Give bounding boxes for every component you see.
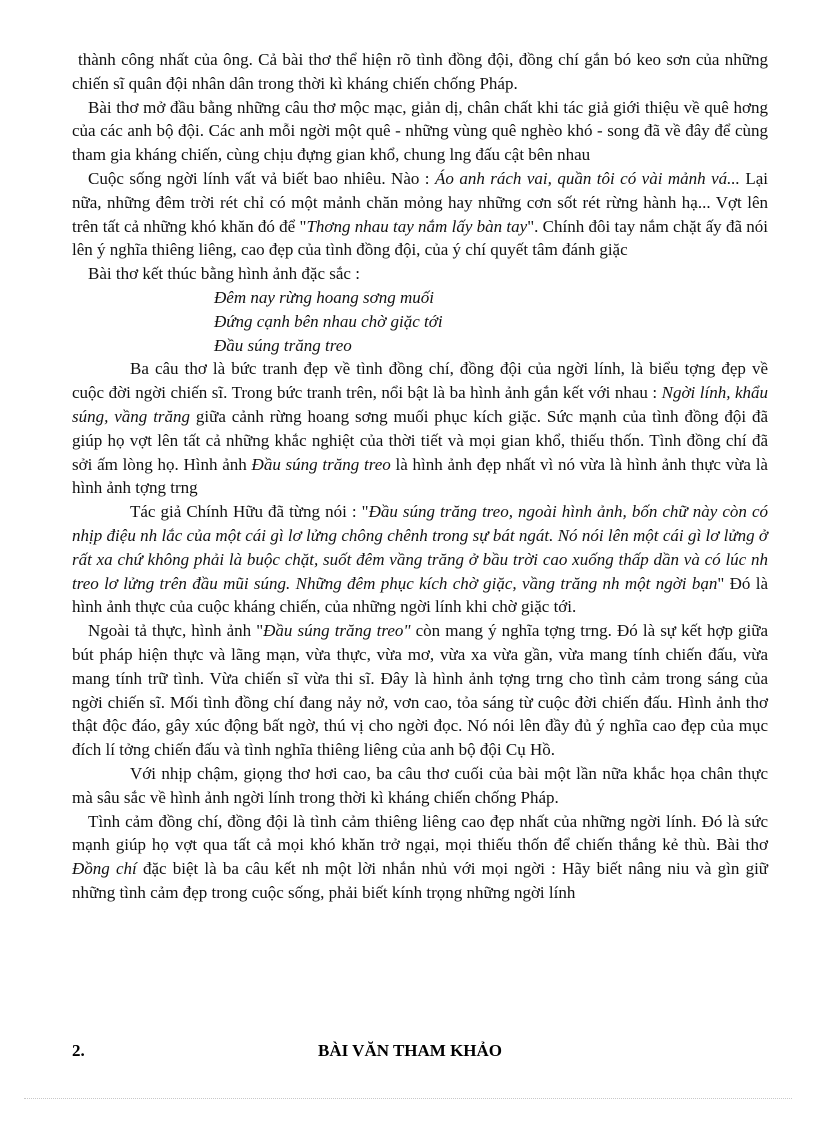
paragraph-9 <box>72 810 768 905</box>
paragraph-7-text-a: Ngoài tả thực, hình ảnh " <box>88 621 264 641</box>
quote-dong-chi: Đồng chí <box>72 859 137 879</box>
paragraph-9-text-c: đặc biệt là ba câu kết nh một lời nhắn nhủ với mọi ngời : Hãy biết nâng niu và gìn giữ những tình cảm đẹp trong cuộc sống, phải biết kính trọng những ngời lính <box>72 859 769 902</box>
poem-stanza <box>214 286 768 357</box>
document-body <box>72 48 768 905</box>
paragraph-3 <box>72 167 768 262</box>
paragraph-8: Với nhịp chậm, giọng thơ hơi cao, ba câu thơ cuối của bài một lần nữa khắc họa chân thực mà sâu sắc về hình ảnh ngời lính trong thời kì kháng chiến chống Pháp. <box>72 763 768 807</box>
quote-thuong-nhau: Thơng nhau tay nắm lấy bàn tay <box>306 216 528 236</box>
poem-line-2: Đứng cạnh bên nhau chờ giặc tới <box>214 311 443 331</box>
paragraph-5 <box>72 357 768 500</box>
paragraph-1: thành công nhất của ông. Cả bài thơ thể hiện rõ tình đồng đội, đồng chí gắn bó keo sơn của những chiến sĩ quân đội nhân dân trong thời kì kháng chiến chống Pháp. <box>72 50 768 93</box>
section-title: BÀI VĂN THAM KHẢO <box>318 1041 503 1060</box>
paragraph-5-text-a: Ba câu thơ là bức tranh đẹp về tình đồng chí, đồng đội của ngời lính, là biểu tợng đẹp về cuộc đời ngời chiến sĩ. Trong bức tranh trên, nổi bật là ba hình ảnh gắn kết với nhau : <box>72 359 768 403</box>
quote-ao-anh-rach-vai: Áo anh rách vai, quần tôi có vài mảnh vá... <box>434 168 740 188</box>
quote-chinh-huu: Đầu súng trăng treo, ngoài hình ảnh, bốn chữ này còn có nhịp điệu nh lắc của một cái gì lơ lửng chông chênh trong sự bát ngát. Nó nói lên một cái gì lơ lửng ở rất xa chứ không phải là buộc chặt, suốt đêm vầng trăng ở bầu trời cao xuống thấp dần và có lúc nh treo lơ lửng trên đầu mũi súng. Những đêm phục kích chờ giặc, vầng trăng nh một ngời bạn <box>72 502 768 593</box>
page-bottom-rule <box>24 1098 792 1099</box>
paragraph-6-text-c: " Đó là hình ảnh thực của cuộc kháng chiến, của những ngời lính khi chờ giặc tới. <box>72 573 768 617</box>
quote-three-images: Ngời lính, khẩu súng, vầng trăng <box>72 383 768 426</box>
paragraph-9-text-a: Tình cảm đồng chí, đồng đội là tình cảm thiêng liêng cao đẹp nhất của những ngời lính. Đó là sức mạnh giúp họ vợt qua tất cả mọi khó khăn trở ngại, mọi thiếu thốn để chiến thắng kẻ thù. Bài thơ <box>72 811 768 855</box>
quote-dau-sung-trang-treo-2: Đầu súng trăng treo" <box>263 621 411 641</box>
section-number: 2. <box>72 1041 85 1060</box>
paragraph-2: Bài thơ mở đầu bằng những câu thơ mộc mạc, giản dị, chân chất khi tác giả giới thiệu về quê hơng của các anh bộ đội. Các anh mỗi ngời một quê - những vùng quê nghèo khó - song đã về đây để cùng tham gia kháng chiến, cùng chịu đựng gian khổ, chung lng đấu cật bên nhau <box>72 97 768 165</box>
poem-line-3: Đầu súng trăng treo <box>214 335 352 355</box>
paragraph-3-text-a: Cuộc sống ngời lính vất vả biết bao nhiêu. Nào : <box>88 168 435 188</box>
paragraph-4: Bài thơ kết thúc bằng hình ảnh đặc sắc : <box>88 264 360 284</box>
section-heading <box>72 1041 768 1065</box>
paragraph-3-text-e: ". Chính đôi tay nắm chặt ấy đã nói lên ý nghĩa thiêng liêng, cao đẹp của tình đồng đội, của ý chí quyết tâm đánh giặc <box>72 216 768 260</box>
quote-dau-sung-trang-treo: Đầu súng trăng treo <box>251 454 391 474</box>
paragraph-7 <box>72 619 768 762</box>
paragraph-3-text-c: Lại nữa, những đêm trời rét chỉ có một mảnh chăn mỏng hay những cơn sốt rét rừng hành hạ... Vợt lên trên tất cả những khó khăn đó để " <box>72 168 769 236</box>
paragraph-6 <box>72 500 768 619</box>
paragraph-6-text-a: Tác giả Chính Hữu đã từng nói : " <box>130 502 369 522</box>
paragraph-5-text-e: là hình ảnh đẹp nhất vì nó vừa là hình ảnh thực vừa là hình ảnh tợng trng <box>72 454 768 498</box>
paragraph-5-text-c: giữa cảnh rừng hoang sơng muối phục kích giặc. Sức mạnh của tình đồng đội đã giúp họ vợt lên tất cả những khắc nghiệt của thời tiết và mọi gian khổ, thiếu thốn. Tình đồng chí đã sởi ấm lòng họ. Hình ảnh <box>72 406 768 474</box>
paragraph-7-text-c: còn mang ý nghĩa tợng trng. Đó là sự kết hợp giữa bút pháp hiện thực và lãng mạn, vừa thực, vừa mơ, vừa xa vừa gần, vừa mang tính chiến đấu, vừa mang tính trữ tình. Vừa chiến sĩ vừa thi sĩ. Đây là hình ảnh tợng trng cho tình cảm trong sáng của ngời chiến sĩ. Mối tình đồng chí đang nảy nở, vơn cao, tỏa sáng từ cuộc đời chiến đấu. Hình ảnh thơ thật độc đáo, gây xúc động bất ngờ, thú vị cho ngời đọc. Nó nói lên đầy đủ ý nghĩa cao đẹp của mục đích lí tởng chiến đấu và tình nghĩa thiêng liêng của anh bộ đội Cụ Hồ. <box>72 621 768 760</box>
poem-line-1: Đêm nay rừng hoang sơng muối <box>214 287 434 307</box>
